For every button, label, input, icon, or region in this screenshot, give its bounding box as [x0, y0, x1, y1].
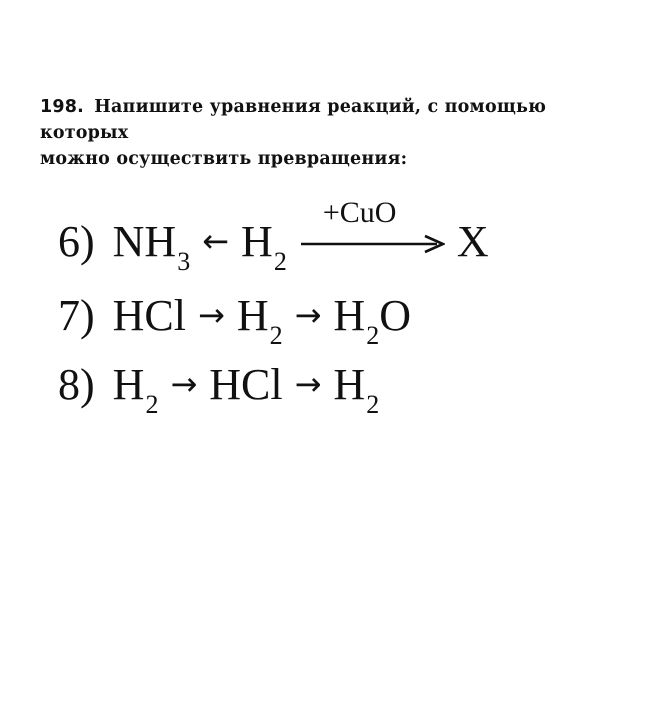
formula-h2: $H_2$: [236, 291, 283, 350]
reagent-label: +CuO: [322, 196, 397, 229]
formula-x: X: [456, 217, 489, 266]
problem-statement: [40, 94, 636, 172]
formula-h2: $H_2$: [112, 360, 159, 419]
arrow-right-icon: →: [170, 365, 198, 403]
formula-hcl: HCl: [112, 291, 187, 340]
arrow-left-icon: ←: [202, 222, 230, 260]
problem-number: 198.: [40, 97, 84, 117]
chain-label: 8): [58, 360, 95, 409]
arrow-right-icon: →: [294, 296, 322, 334]
arrow-right-icon: →: [294, 365, 322, 403]
long-right-arrow-icon: [301, 234, 445, 254]
chain-label: 6): [58, 217, 95, 266]
chain-6: [58, 196, 489, 276]
problem-text-line2: можно осуществить превращения:: [40, 149, 408, 169]
formula-nh3: $NH_3$: [112, 217, 191, 276]
formula-h2o: $H_2O$: [333, 291, 411, 350]
formula-hcl: HCl: [209, 360, 283, 409]
arrow-right-icon: →: [198, 296, 225, 334]
reaction-arrow: [301, 196, 445, 260]
problem-text-line1: Напишите уравнения реакций, с помощью которых: [40, 97, 547, 143]
formula-h2: $H_2$: [333, 360, 380, 419]
chain-7: [58, 290, 411, 350]
chain-8: [58, 359, 380, 419]
chain-label: 7): [58, 291, 95, 340]
formula-h2: $H_2$: [241, 217, 287, 276]
